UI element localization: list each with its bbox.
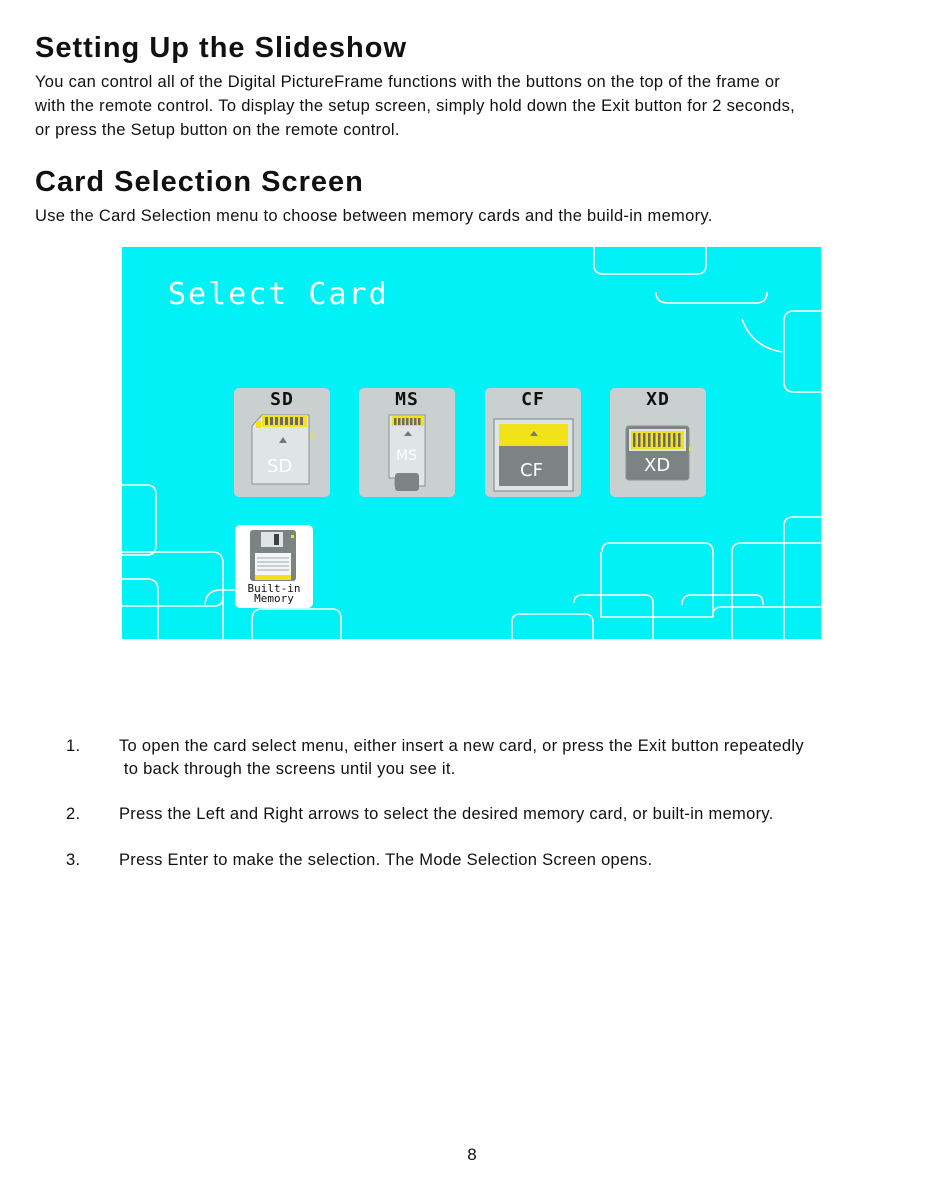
description-line: or press the Setup button on the remote control. (35, 121, 400, 139)
section-title-slideshow: Setting Up the Slideshow (35, 32, 408, 64)
ms-card-icon-text: MS (396, 448, 417, 464)
step-number: 1. (66, 737, 81, 755)
sd-card-icon-text: SD (267, 456, 293, 477)
built-in-memory-option[interactable] (235, 525, 313, 608)
page-number: 8 (467, 1145, 477, 1164)
card-selection-intro: Use the Card Selection menu to choose between memory cards and the build-in memory. (35, 207, 713, 225)
step-text-line: to back through the screens until you see it. (119, 760, 456, 778)
cf-card-option[interactable] (485, 388, 581, 497)
step-text: Press the Left and Right arrows to select the desired memory card, or built-in memory. (119, 805, 774, 823)
step-text-line: To open the card select menu, either insert a new card, or press the Exit button repeatedly (119, 737, 804, 755)
sd-card-option[interactable] (234, 388, 330, 497)
description-line: with the remote control. To display the setup screen, simply hold down the Exit button for 2 seconds, (35, 97, 796, 115)
xd-card-option[interactable] (610, 388, 706, 497)
ms-card-option[interactable] (359, 388, 455, 497)
slideshow-description (35, 70, 795, 142)
screen-title: Select Card (168, 277, 389, 312)
section-title-card-selection: Card Selection Screen (35, 166, 364, 198)
memory-label-line: Memory (254, 592, 294, 605)
ms-card-label: MS (395, 389, 419, 410)
xd-card-label: XD (646, 389, 670, 410)
built-in-memory-label (235, 584, 313, 604)
step-text: Press Enter to make the selection. The Mode Selection Screen opens. (119, 851, 653, 869)
select-card-screenshot (122, 247, 821, 639)
memory-label-line: Built-in (247, 582, 301, 595)
sd-card-label: SD (270, 389, 294, 410)
description-line: You can control all of the Digital PictureFrame functions with the buttons on the top of the frame or (35, 73, 781, 91)
xd-card-icon-text: XD (644, 455, 671, 476)
cf-card-icon-text: CF (520, 460, 543, 481)
step-text (119, 735, 939, 781)
step-number: 3. (66, 851, 81, 869)
step-number: 2. (66, 805, 81, 823)
cf-card-label: CF (521, 389, 545, 410)
